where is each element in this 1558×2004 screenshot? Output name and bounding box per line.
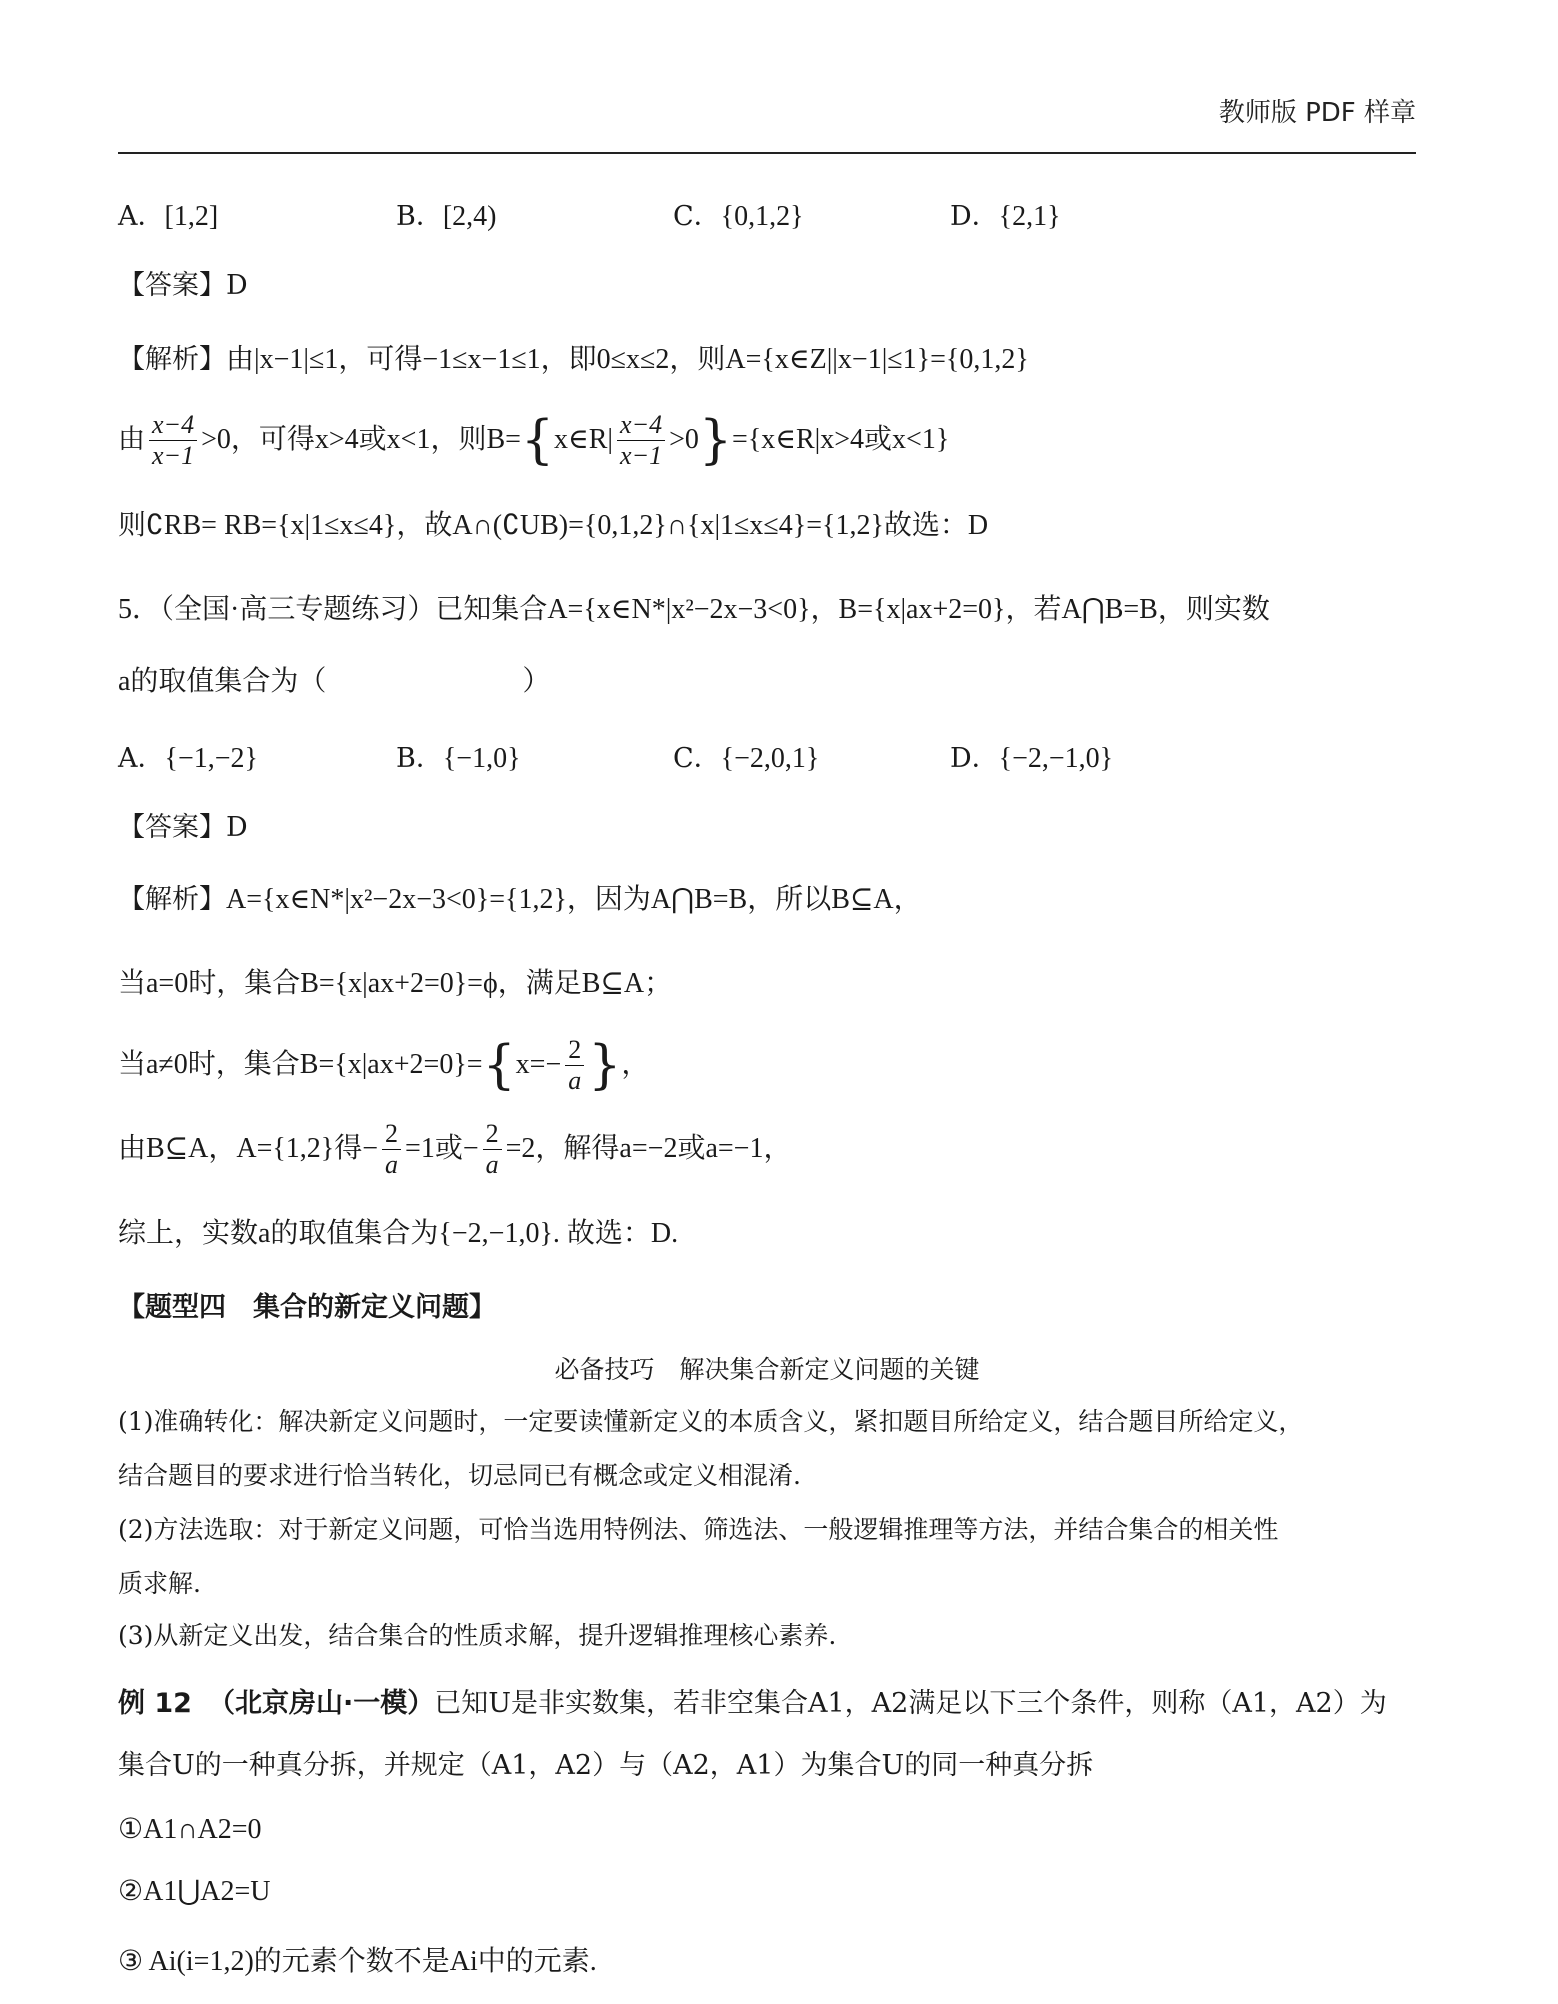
- option-label: D．: [950, 743, 999, 774]
- option-value: {0,1,2}: [720, 201, 804, 232]
- text: =2，解得a=−2或a=−1，: [505, 1133, 792, 1164]
- option-label: C．: [673, 743, 721, 774]
- section-subtitle: 必备技巧 解决集合新定义问题的关键: [554, 1355, 980, 1384]
- fraction: [565, 1035, 584, 1096]
- q5-analysis-line-1: [118, 882, 922, 918]
- tip-3: (3)从新定义出发，结合集合的性质求解，提升逻辑推理核心素养.: [118, 1621, 837, 1650]
- q5-option-d: [950, 736, 1113, 775]
- fraction: [149, 410, 197, 471]
- q4-answer: 【答案】D: [118, 270, 248, 301]
- tip-1a: (1)准确转化：解决新定义问题时，一定要读懂新定义的本质含义，紧扣题目所给定义，结合题目所给定义，: [118, 1407, 1304, 1436]
- option-value: {−1,−2}: [164, 743, 258, 774]
- condition-1: ①A1∩A2=0: [118, 1814, 262, 1845]
- tip-2a: (2)方法选取：对于新定义问题，可恰当选用特例法、筛选法、一般逻辑推理等方法，并结合集合的相关性: [118, 1515, 1279, 1544]
- condition-2: ②A1⋃A2=U: [118, 1876, 271, 1907]
- page-header: 教师版 PDF 样章: [1218, 98, 1416, 128]
- text: 由B⊆A，A={1,2}得−: [118, 1133, 379, 1164]
- analysis-text: 由|x−1|≤1，可得−1≤x−1≤1，即0≤x≤2，则A={x∈Z||x−1|≤1}={0,1,2}: [226, 344, 1029, 375]
- fraction: [617, 410, 665, 471]
- text: 由: [118, 424, 145, 455]
- option-value: {−2,0,1}: [720, 743, 820, 774]
- left-brace: {: [482, 1035, 516, 1096]
- q5-answer: 【答案】D: [118, 812, 248, 843]
- q5-analysis-line-5: 综上，实数a的取值集合为{−2,−1,0}. 故选：D.: [118, 1218, 679, 1249]
- analysis-tag: 【解析】: [118, 344, 226, 375]
- example-label: 例 12: [118, 1688, 192, 1719]
- set-builder: x=−: [515, 1049, 562, 1080]
- q5-option-a: [118, 736, 258, 775]
- option-label: A．: [118, 201, 165, 232]
- numerator: 2: [565, 1035, 584, 1066]
- q4-option-c: [673, 194, 804, 233]
- q4-option-d: [950, 194, 1061, 233]
- fraction: [382, 1119, 401, 1180]
- denominator: a: [385, 1150, 399, 1179]
- header-rule: [118, 152, 1416, 154]
- analysis-tag: 【解析】: [118, 884, 226, 915]
- option-label: B．: [396, 743, 443, 774]
- q5-option-c: [673, 736, 819, 775]
- numerator: 2: [382, 1119, 401, 1150]
- option-value: {−1,0}: [442, 743, 521, 774]
- q4-option-a: [118, 194, 218, 233]
- example-line-1: [118, 1686, 1387, 1722]
- q5-stem-1: 5．（全国·高三专题练习）已知集合A={x∈N*|x²−2x−3<0}，B={x|ax+2=0}，若A⋂B=B，则实数: [118, 594, 1270, 625]
- q5-option-b: [396, 736, 521, 775]
- option-value: {−2,−1,0}: [998, 743, 1114, 774]
- left-brace: {: [520, 410, 555, 471]
- q5-analysis-line-4: [118, 1118, 791, 1180]
- denominator: x−1: [620, 441, 663, 470]
- q5-stem-2: a的取值集合为（ ）: [118, 666, 551, 697]
- numerator: x−4: [617, 410, 665, 441]
- text: >0，可得x>4或x<1，则B=: [201, 424, 521, 455]
- example-text: 已知U是非实数集，若非空集合A1，A2满足以下三个条件，则称（A1，A2）为: [434, 1688, 1387, 1719]
- numerator: x−4: [149, 410, 197, 441]
- text: ，: [621, 1049, 650, 1080]
- right-brace: }: [698, 410, 733, 471]
- option-value: [2,4): [442, 201, 497, 232]
- example-line-2: 集合U的一种真分拆，并规定（A1，A2）与（A2，A1）为集合U的同一种真分拆: [118, 1750, 1094, 1781]
- example-source: （北京房山·一模）: [207, 1688, 435, 1719]
- option-value: {2,1}: [998, 201, 1061, 232]
- fraction: [483, 1119, 502, 1180]
- set-builder: x∈R|: [554, 424, 614, 455]
- right-brace: }: [588, 1035, 622, 1096]
- q4-option-b: [396, 194, 497, 233]
- q4-analysis-line-1: [118, 342, 1029, 378]
- tip-1b: 结合题目的要求进行恰当转化，切忌同已有概念或定义相混淆.: [118, 1461, 801, 1490]
- option-label: A．: [118, 743, 165, 774]
- condition-3: ③ Ai(i=1,2)的元素个数不是Ai中的元素.: [118, 1946, 597, 1977]
- analysis-text: A={x∈N*|x²−2x−3<0}={1,2}，因为A⋂B=B，所以B⊆A，: [226, 884, 922, 915]
- denominator: a: [568, 1066, 582, 1095]
- option-label: B．: [396, 201, 443, 232]
- q5-analysis-line-2: 当a=0时，集合B={x|ax+2=0}=ϕ，满足B⊆A；: [118, 968, 673, 999]
- denominator: a: [485, 1150, 499, 1179]
- option-value: [1,2]: [164, 201, 219, 232]
- text: ={x∈R|x>4或x<1}: [732, 424, 950, 455]
- tip-2b: 质求解.: [118, 1569, 201, 1598]
- section-title: 【题型四 集合的新定义问题】: [118, 1292, 496, 1323]
- q4-analysis-line-2: [118, 410, 949, 471]
- text: 当a≠0时，集合B={x|ax+2=0}=: [118, 1049, 483, 1080]
- q5-analysis-line-3: [118, 1034, 649, 1097]
- numerator: 2: [483, 1119, 502, 1150]
- q4-analysis-line-3: 则∁RB= RB={x|1≤x≤4}，故A∩(∁UB)={0,1,2}∩{x|1≤x≤4}={1,2}故选：D: [118, 510, 989, 541]
- set-builder: >0: [669, 424, 699, 455]
- text: =1或−: [405, 1133, 479, 1164]
- option-label: D．: [950, 201, 999, 232]
- denominator: x−1: [152, 441, 195, 470]
- option-label: C．: [673, 201, 721, 232]
